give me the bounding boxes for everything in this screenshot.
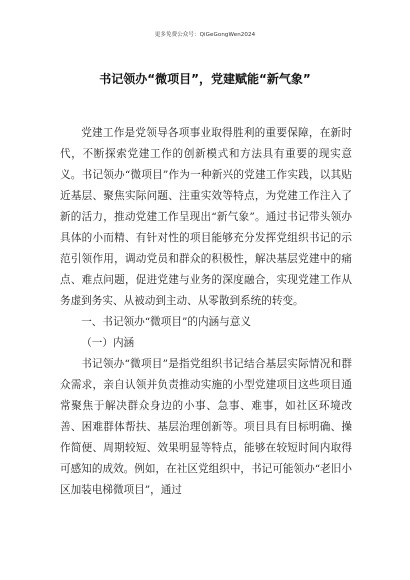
section-heading: 一、书记领办“微项目”的内涵与意义 [81,316,251,328]
document-body [60,123,352,501]
subsection-heading: （一）内涵 [81,337,135,349]
content-paragraph: 书记领办“微项目”是指党组织书记结合基层实际情况和群众需求，亲自认领并负责推动实施的小型党建项目这些项目通常聚焦于解决群众身边的小事、急事、难事，如社区环境改善、困难群体帮扶、基层治理创新等。项目具有目标明确、操作简便、周期较短、效果明显等特点，能够在较短时间内取得可感知的成效。例如，在社区党组织中，书记可能领办“老旧小区加装电梯微项目”，通过 [60,358,352,496]
intro-paragraph: 党建工作是党领导各项事业取得胜利的重要保障，在新时代，不断探索党建工作的创新模式和方法具有重要的现实意义。书记领办“微项目”作为一种新兴的党建工作实践，以其贴近基层、聚焦实际问题、注重实效等特点，为党建工作注入了新的活力，推动党建工作呈现出“新气象”。通过书记带头领办具体的小而精、有针对性的项目能够充分发挥党组织书记的示范引领作用，调动党员和群众的积极性，解决基层党建中的痛点、难点问题，促进党建与业务的深度融合，实现党建工作从务虚到务实、从被动到主动、从零散到系统的转变。 [60,127,352,307]
document-title: 书记领办“微项目”，党建赋能“新气象” [99,72,311,86]
header-note: 更多免费公众号：QiGeGongWen2024 [154,32,256,38]
